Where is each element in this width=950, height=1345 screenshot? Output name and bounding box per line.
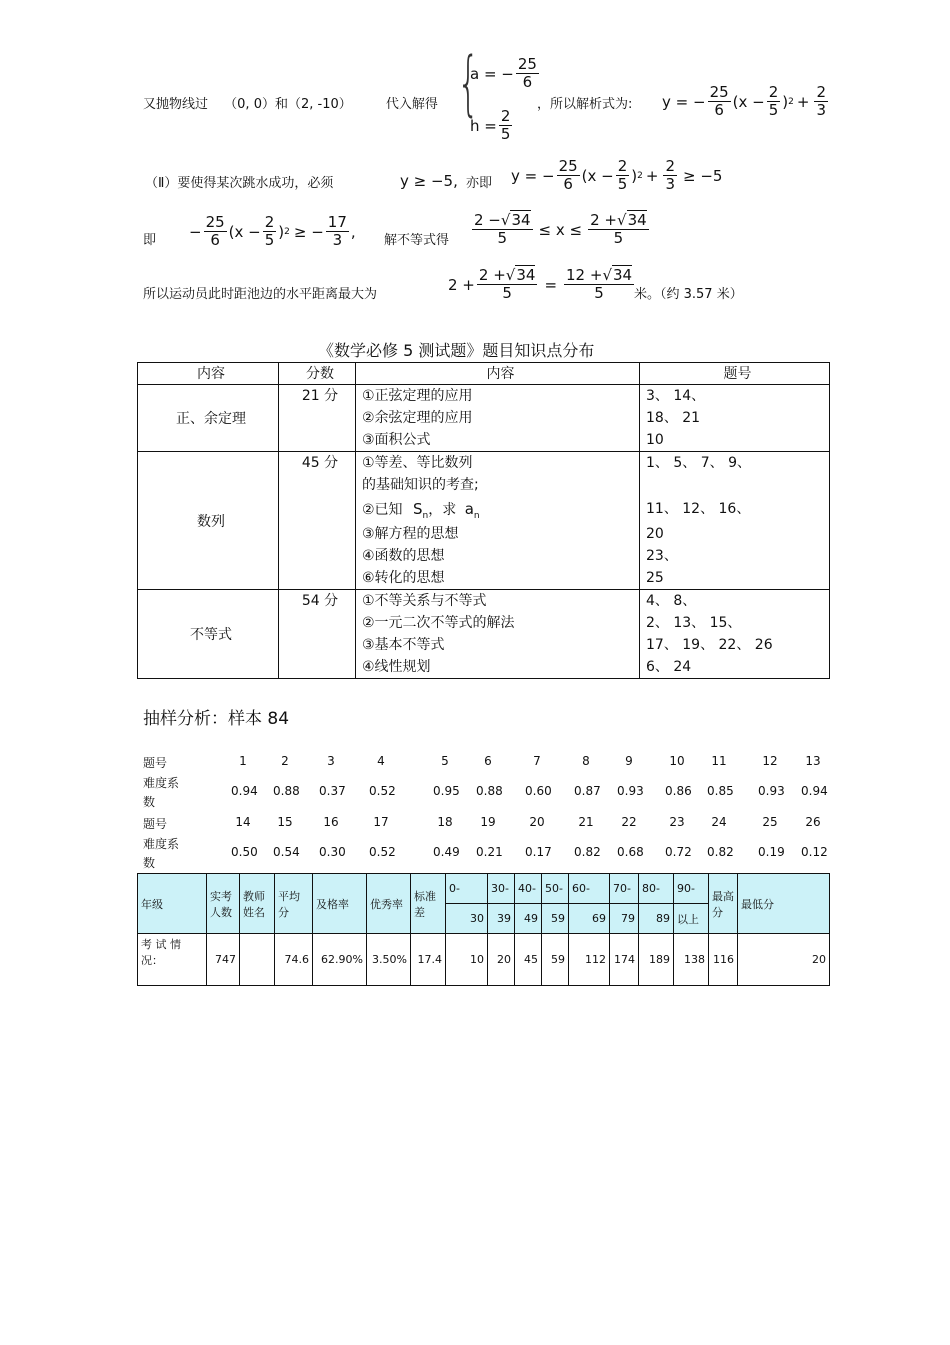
row-label-difficulty-2: 数 bbox=[143, 795, 156, 809]
val-band-30: 20 bbox=[488, 934, 515, 986]
val-band-80: 189 bbox=[639, 934, 674, 986]
solution-line3-solve: 解不等式得 bbox=[384, 233, 450, 248]
question-number: 6 bbox=[484, 754, 492, 768]
header-question-no: 题号 bbox=[640, 363, 830, 385]
row-label-difficulty-2: 数 bbox=[143, 856, 156, 870]
header-average: 平均分 bbox=[275, 874, 313, 934]
header-excellent-rate: 优秀率 bbox=[367, 874, 411, 934]
question-number: 12 bbox=[762, 754, 778, 768]
header-band-40: 40- bbox=[515, 874, 542, 904]
sub-band-80: 89 bbox=[639, 904, 674, 934]
difficulty-value: 0.68 bbox=[617, 845, 644, 859]
row-label-question: 题号 bbox=[143, 756, 168, 770]
question-number: 13 bbox=[805, 754, 821, 768]
question-number: 26 bbox=[805, 815, 821, 829]
items-sequence: ①等差、等比数列 的基础知识的考查; ②已知 $S_n$，求 $a_n$ ③解方程的思想 ④函数的思想 ⑥转化的思想 bbox=[356, 452, 640, 590]
solution-line2-text: （Ⅱ）要使得某次跳水成功，必须 bbox=[145, 176, 334, 191]
header-band-30: 30- bbox=[488, 874, 515, 904]
difficulty-value: 0.17 bbox=[525, 845, 552, 859]
difficulty-value: 0.21 bbox=[476, 845, 503, 859]
question-number: 22 bbox=[621, 815, 637, 829]
difficulty-value: 0.54 bbox=[273, 845, 300, 859]
condition-y: y ≥ −5, bbox=[400, 172, 458, 190]
topic-inequality: 不等式 bbox=[138, 590, 279, 679]
question-number: 2 bbox=[281, 754, 289, 768]
difficulty-value: 0.37 bbox=[319, 784, 346, 798]
row-label-difficulty: 难度系 bbox=[143, 837, 180, 851]
difficulty-value: 0.93 bbox=[758, 784, 785, 798]
row-label-question: 题号 bbox=[143, 817, 168, 831]
val-band-0: 10 bbox=[446, 934, 488, 986]
val-band-40: 45 bbox=[515, 934, 542, 986]
difficulty-value: 0.82 bbox=[707, 845, 734, 859]
difficulty-value: 0.93 bbox=[617, 784, 644, 798]
val-band-50: 59 bbox=[542, 934, 569, 986]
score-inequality: 54 分 bbox=[279, 590, 356, 679]
solution-range: $\frac{2 -√34}{5}$ ≤ x ≤ $\frac{2 +√34}{5}$ bbox=[474, 211, 647, 248]
solution-line4-text: 所以运动员此时距池边的水平距离最大为 bbox=[143, 287, 378, 302]
val-max: 116 bbox=[709, 934, 738, 986]
header-band-50: 50- bbox=[542, 874, 569, 904]
knowledge-table-title: 《数学必修 5 测试题》题目知识点分布 bbox=[318, 341, 595, 360]
topic-triangle: 正、余定理 bbox=[138, 385, 279, 452]
sub-band-90: 以上 bbox=[674, 904, 709, 934]
sampling-title: 抽样分析：样本 84 bbox=[143, 709, 290, 729]
header-takers: 实考人数 bbox=[207, 874, 240, 934]
val-teacher bbox=[240, 934, 275, 986]
val-band-90: 138 bbox=[674, 934, 709, 986]
difficulty-value: 0.94 bbox=[231, 784, 258, 798]
question-number: 16 bbox=[323, 815, 339, 829]
topic-sequence: 数列 bbox=[138, 452, 279, 590]
score-sequence: 45 分 bbox=[279, 452, 356, 590]
difficulty-value: 0.82 bbox=[574, 845, 601, 859]
header-band-80: 80- bbox=[639, 874, 674, 904]
header-detail: 内容 bbox=[356, 363, 640, 385]
difficulty-value: 0.50 bbox=[231, 845, 258, 859]
sub-band-0: 30 bbox=[446, 904, 488, 934]
difficulty-value: 0.87 bbox=[574, 784, 601, 798]
difficulty-value: 0.94 bbox=[801, 784, 828, 798]
nums-inequality: 4、 8、 2、 13、 15、 17、 19、 22、 26 6、 24 bbox=[640, 590, 830, 679]
question-number: 17 bbox=[373, 815, 389, 829]
header-min: 最低分 bbox=[738, 874, 830, 934]
val-min: 20 bbox=[738, 934, 830, 986]
header-band-90: 90- bbox=[674, 874, 709, 904]
question-number: 15 bbox=[277, 815, 293, 829]
question-number: 3 bbox=[327, 754, 335, 768]
val-pass-rate: 62.90% bbox=[313, 934, 367, 986]
header-grade: 年级 bbox=[138, 874, 207, 934]
exam-stats-table bbox=[137, 873, 830, 986]
exam-row bbox=[138, 934, 830, 986]
header-band-0: 0- bbox=[446, 874, 488, 904]
question-number: 5 bbox=[441, 754, 449, 768]
question-number: 23 bbox=[669, 815, 685, 829]
solution-line3-ji: 即 bbox=[143, 233, 157, 248]
nums-triangle: 3、 14、 18、 21 10 bbox=[640, 385, 830, 452]
difficulty-value: 0.85 bbox=[707, 784, 734, 798]
max-distance-formula: 2 + $\frac{2 +√34}{5}$ = $\frac{12 +√34}{5}$ bbox=[448, 266, 633, 303]
header-content: 内容 bbox=[138, 363, 279, 385]
difficulty-value: 0.19 bbox=[758, 845, 785, 859]
items-inequality: ①不等关系与不等式 ②一元二次不等式的解法 ③基本不等式 ④线性规划 bbox=[356, 590, 640, 679]
row-label-difficulty: 难度系 bbox=[143, 776, 180, 790]
difficulty-value: 0.30 bbox=[319, 845, 346, 859]
difficulty-value: 0.88 bbox=[273, 784, 300, 798]
reduced-inequality: − $\frac{25}{6}$ (x − $\frac{2}{5}$ ) 2 ≥ − $\frac{17}{3}$ , bbox=[189, 213, 356, 250]
question-number: 11 bbox=[711, 754, 727, 768]
sub-band-60: 69 bbox=[569, 904, 610, 934]
val-std-dev: 17.4 bbox=[411, 934, 446, 986]
question-number: 7 bbox=[533, 754, 541, 768]
question-number: 24 bbox=[711, 815, 727, 829]
header-pass-rate: 及格率 bbox=[313, 874, 367, 934]
sub-band-70: 79 bbox=[610, 904, 639, 934]
val-band-60: 112 bbox=[569, 934, 610, 986]
question-number: 9 bbox=[625, 754, 633, 768]
difficulty-value: 0.86 bbox=[665, 784, 692, 798]
question-number: 18 bbox=[437, 815, 453, 829]
val-excellent-rate: 3.50% bbox=[367, 934, 411, 986]
difficulty-value: 0.12 bbox=[801, 845, 828, 859]
header-teacher: 教师姓名 bbox=[240, 874, 275, 934]
question-number: 21 bbox=[578, 815, 594, 829]
difficulty-value: 0.60 bbox=[525, 784, 552, 798]
question-number: 8 bbox=[582, 754, 590, 768]
sub-band-40: 49 bbox=[515, 904, 542, 934]
difficulty-value: 0.52 bbox=[369, 784, 396, 798]
header-band-60: 60- bbox=[569, 874, 610, 904]
sub-band-30: 39 bbox=[488, 904, 515, 934]
difficulty-value: 0.88 bbox=[476, 784, 503, 798]
nums-sequence: 1、 5、 7、 9、 11、 12、 16、 20 23、 25 bbox=[640, 452, 830, 590]
val-takers: 747 bbox=[207, 934, 240, 986]
difficulty-value: 0.49 bbox=[433, 845, 460, 859]
difficulty-value: 0.52 bbox=[369, 845, 396, 859]
question-number: 20 bbox=[529, 815, 545, 829]
solution-line1-text: 又抛物线过 （0, 0）和（2, -10） 代入解得 bbox=[143, 97, 438, 112]
difficulty-value: 0.95 bbox=[433, 784, 460, 798]
score-triangle: 21 分 bbox=[279, 385, 356, 452]
question-number: 19 bbox=[480, 815, 496, 829]
val-average: 74.6 bbox=[275, 934, 313, 986]
header-band-70: 70- bbox=[610, 874, 639, 904]
solution-line1-text3: ，所以解析式为: bbox=[537, 97, 633, 112]
question-number: 1 bbox=[239, 754, 247, 768]
question-number: 14 bbox=[235, 815, 251, 829]
header-std-dev: 标准差 bbox=[411, 874, 446, 934]
row-label: 考 试 情 况： bbox=[138, 934, 207, 986]
val-band-70: 174 bbox=[610, 934, 639, 986]
question-number: 4 bbox=[377, 754, 385, 768]
sub-band-50: 59 bbox=[542, 904, 569, 934]
parabola-formula: y = − $\frac{25}{6}$ (x − $\frac{2}{5}$ ) 2 + $\frac{2}{3}$ bbox=[662, 83, 826, 120]
header-max: 最高分 bbox=[709, 874, 738, 934]
difficulty-value: 0.72 bbox=[665, 845, 692, 859]
inequality-formula: y = − $\frac{25}{6}$ (x − $\frac{2}{5}$ ) 2 + $\frac{2}{3}$ ≥ −5 bbox=[511, 157, 723, 194]
items-triangle: ①正弦定理的应用 ②余弦定理的应用 ③面积公式 bbox=[356, 385, 640, 452]
solution-line2-text2: 亦即 bbox=[466, 176, 493, 191]
header-score: 分数 bbox=[279, 363, 356, 385]
question-number: 10 bbox=[669, 754, 685, 768]
solution-line4-tail: 米。（约 3.57 米） bbox=[634, 287, 743, 302]
question-number: 25 bbox=[762, 815, 778, 829]
